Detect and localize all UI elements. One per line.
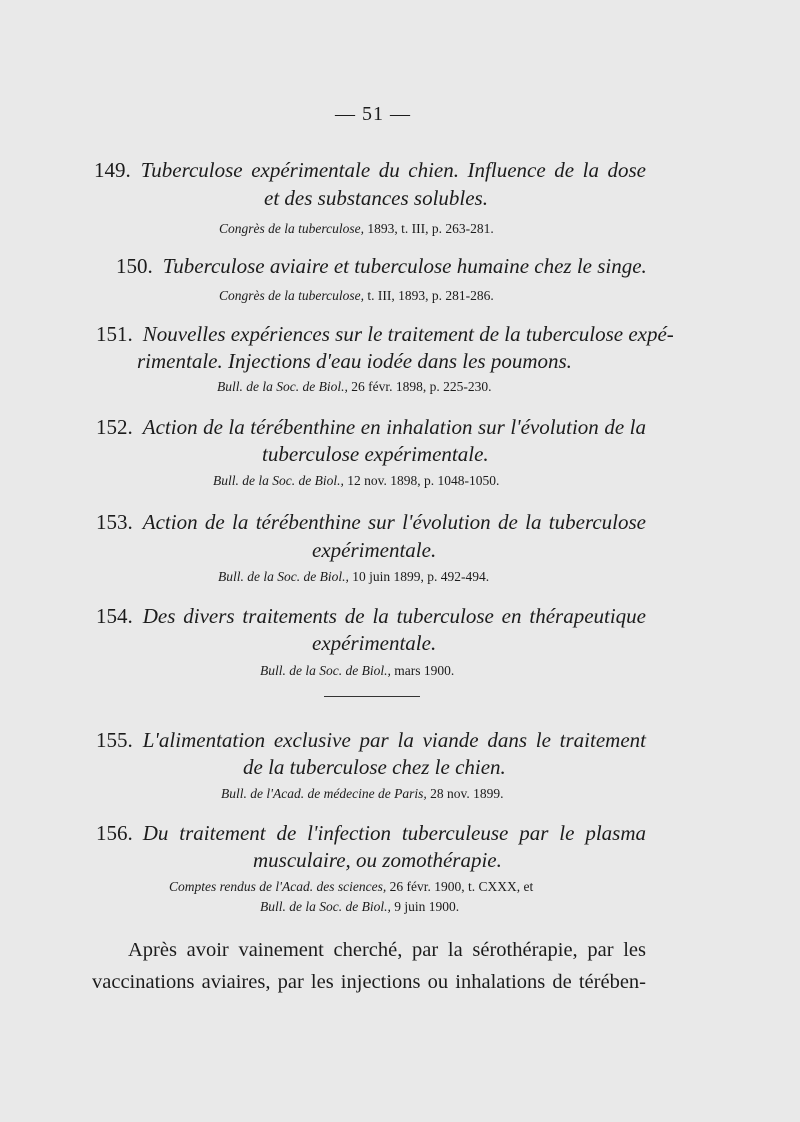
entry-number: 153. [96,510,133,534]
entry-title-line-1 [96,510,646,535]
reference-details: 28 nov. 1899. [426,786,504,801]
entry-title-line-2: tuberculose expérimentale. [262,442,489,466]
body-paragraph [92,934,646,998]
entry-title-line-1 [96,821,646,846]
reference-details: 10 juin 1899, p. 492-494. [348,569,490,584]
entry-title-line-1 [96,415,646,440]
reference-source: Bull. de la Soc. de Biol., [213,473,344,488]
reference-details: mars 1900. [390,663,455,678]
entry-title-line-2: et des substances solubles. [264,186,488,210]
paragraph-line-1: Après avoir vainement cherché, par la sérothérapie, par les [128,939,646,961]
entry-title-text: Tuberculose aviaire et tuberculose humaine chez le singe. [162,254,647,278]
entry-number: 150. [116,254,153,278]
reference-details: 26 févr. 1898, p. 225-230. [347,379,492,394]
entry-number: 149. [94,158,131,182]
entry-title-text: Tuberculose expérimentale du chien. Influence de la dose [140,158,646,182]
reference-source: Congrès de la tuberculose, [219,288,364,303]
entry-title-line-1 [96,322,674,347]
entry-reference-continued [260,899,459,915]
entry-title-line-2: de la tuberculose chez le chien. [243,755,506,779]
entry-reference [221,786,503,802]
reference-source: Comptes rendus de l'Acad. des sciences, [169,879,387,894]
reference-source: Congrès de la tuberculose, [219,221,364,236]
entry-title-line-1 [96,728,646,753]
reference-source: Bull. de la Soc. de Biol., [260,663,391,678]
entry-title-text: L'alimentation exclusive par la viande dans le traitement [142,728,646,752]
section-divider [324,696,420,697]
reference-source: Bull. de la Soc. de Biol., [260,899,391,914]
entry-title-line-2: expérimentale. [312,631,437,655]
reference-details: t. III, 1893, p. 281-286. [363,288,494,303]
entry-number: 155. [96,728,133,752]
entry-reference [217,379,491,395]
entry-reference [218,569,489,585]
entry-title-text: Des divers traitements de la tuberculose en thérapeutique [142,604,646,628]
reference-source: Bull. de la Soc. de Biol., [218,569,349,584]
entry-number: 151. [96,322,133,346]
entry-title-line-2: expérimentale. [312,538,437,562]
entry-title-line-1 [94,158,646,183]
entry-number: 152. [96,415,133,439]
reference-details: 9 juin 1900. [390,899,460,914]
reference-source: Bull. de la Soc. de Biol., [217,379,348,394]
entry-title-text: Du traitement de l'infection tuberculeuse par le plasma [142,821,646,845]
entry-title-text: Nouvelles expériences sur le traitement de la tuberculose expé- [142,322,674,346]
reference-details: 1893, t. III, p. 263-281. [363,221,494,236]
page-number: — 51 — [335,103,411,125]
entry-title-text: Action de la térébenthine sur l'évolution de la tuberculose [142,510,646,534]
reference-details: 26 févr. 1900, t. CXXX, et [386,879,534,894]
entry-reference [213,473,499,489]
entry-title-line-2: musculaire, ou zomothérapie. [253,848,502,872]
entry-title-line-2: rimentale. Injections d'eau iodée dans les poumons. [137,349,572,373]
entry-reference [169,879,533,895]
entry-reference [219,288,494,304]
entry-title-line-1 [116,254,647,279]
entry-title-text: Action de la térébenthine en inhalation sur l'évolution de la [142,415,646,439]
paragraph-line-2: vaccinations aviaires, par les injections ou inhalations de térében- [92,971,646,993]
reference-details: 12 nov. 1898, p. 1048-1050. [343,473,500,488]
reference-source: Bull. de l'Acad. de médecine de Paris, [221,786,427,801]
entry-reference [219,221,494,237]
entry-number: 156. [96,821,133,845]
entry-number: 154. [96,604,133,628]
entry-title-line-1 [96,604,646,629]
entry-reference [260,663,454,679]
